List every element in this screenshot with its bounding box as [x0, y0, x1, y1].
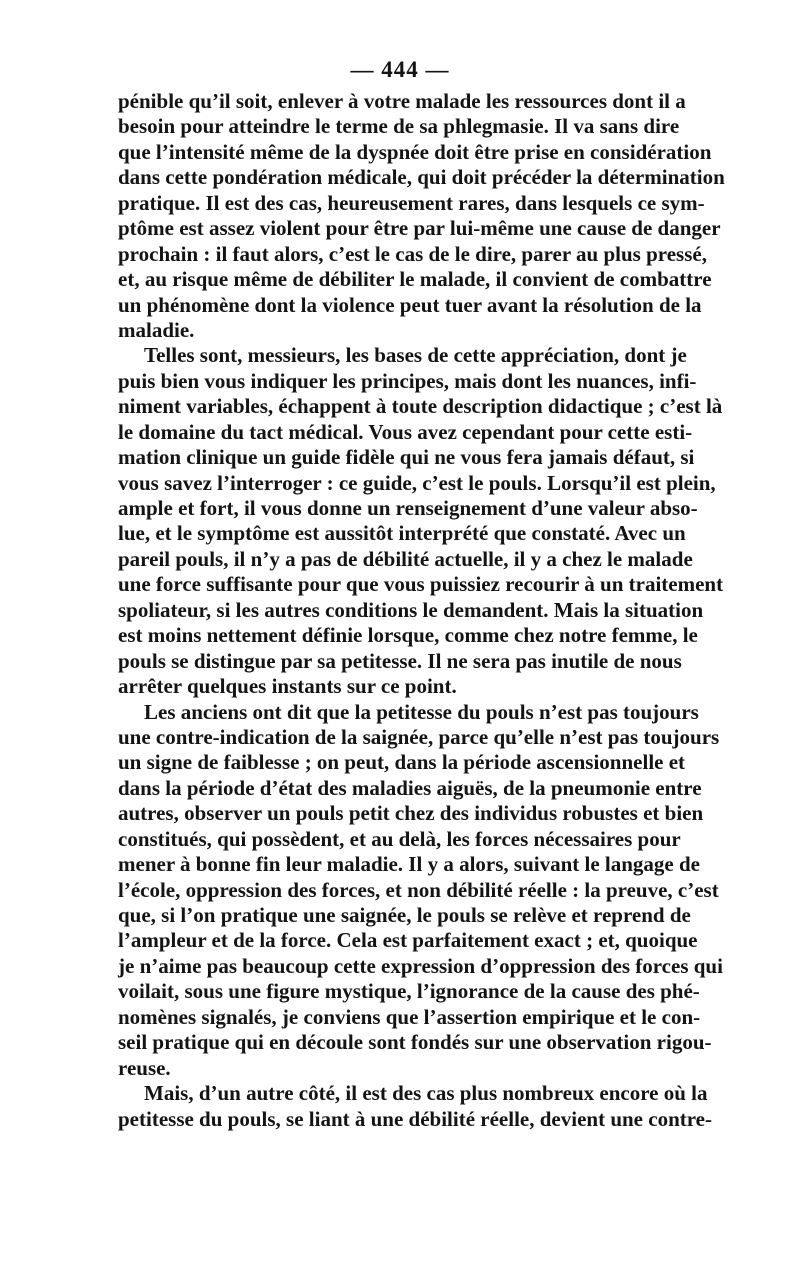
text-line: je n’aime pas beaucoup cette expression d’oppression des forces qui	[118, 953, 723, 978]
text-line: nomènes signalés, je conviens que l’assertion empirique et le con-	[118, 1004, 701, 1029]
text-line: vous savez l’interroger : ce guide, c’est le pouls. Lorsqu’il est plein,	[118, 470, 716, 495]
text-line: un signe de faiblesse ; on peut, dans la période ascensionnelle et	[118, 750, 686, 775]
text-line: pareil pouls, il n’y a pas de débilité actuelle, il y a chez le malade	[118, 546, 693, 571]
text-line: dans la période d’état des maladies aiguës, de la pneumonie entre	[118, 775, 702, 800]
text-line: que l’intensité même de la dyspnée doit être prise en considération	[118, 139, 712, 164]
text-line: pouls se distingue par sa petitesse. Il ne sera pas inutile de nous	[118, 648, 682, 673]
text-line: l’ampleur et de la force. Cela est parfaitement exact ; et, quoique	[118, 928, 698, 953]
text-line: lue, et le symptôme est aussitôt interprété que constaté. Avec un	[118, 521, 686, 546]
text-line: mener à bonne fin leur maladie. Il y a alors, suivant le langage de	[118, 852, 700, 877]
text-line: seil pratique qui en découle sont fondés sur une observation rigou-	[118, 1030, 712, 1055]
paragraph	[118, 343, 724, 699]
text-line: et, au risque même de débiliter le malade, il convient de combattre	[118, 267, 712, 292]
text-line: est moins nettement définie lorsque, comme chez notre femme, le	[118, 623, 698, 648]
text-line: reuse.	[118, 1055, 171, 1080]
text-line: ample et fort, il vous donne un renseignement d’une valeur abso-	[118, 496, 698, 520]
text-line: constitués, qui possèdent, et au delà, les forces nécessaires pour	[118, 826, 681, 851]
text-line: voilait, sous une figure mystique, l’ignorance de la cause des phé-	[118, 979, 700, 1004]
text-line: petitesse du pouls, se liant à une débilité réelle, devient une contre-	[118, 1106, 712, 1131]
body-text	[118, 89, 725, 1132]
text-line: besoin pour atteindre le terme de sa phlegmasie. Il va sans dire	[118, 114, 680, 139]
paragraph	[118, 1081, 712, 1132]
text-line: une contre-indication de la saignée, parce qu’elle n’est pas toujours	[118, 724, 720, 749]
page-number: — 444 —	[350, 57, 450, 82]
text-line: pratique. Il est des cas, heureusement rares, dans lesquels ce sym-	[118, 190, 705, 215]
text-line: un phénomène dont la violence peut tuer avant la résolution de la	[118, 292, 702, 317]
text-line: maladie.	[118, 317, 195, 342]
text-line: Telles sont, messieurs, les bases de cette appréciation, dont je	[144, 343, 687, 368]
text-line: Les anciens ont dit que la petitesse du pouls n’est pas toujours	[144, 699, 699, 724]
text-line: prochain : il faut alors, c’est le cas de le dire, parer au plus pressé,	[118, 241, 707, 266]
text-line: l’école, oppression des forces, et non débilité réelle : la preuve, c’est	[118, 877, 719, 902]
text-line: que, si l’on pratique une saignée, le pouls se relève et reprend de	[118, 903, 691, 927]
text-line: niment variables, échappent à toute description didactique ; c’est là	[118, 394, 723, 419]
text-line: Mais, d’un autre côté, il est des cas plus nombreux encore où la	[144, 1081, 708, 1106]
text-line: puis bien vous indiquer les principes, mais dont les nuances, infi-	[118, 368, 697, 393]
paragraph	[118, 89, 725, 343]
text-line: mation clinique un guide fidèle qui ne vous fera jamais défaut, si	[118, 445, 695, 470]
text-line: arrêter quelques instants sur ce point.	[118, 674, 457, 699]
paragraph	[118, 699, 723, 1082]
text-line: pénible qu’il soit, enlever à votre malade les ressources dont il a	[118, 89, 686, 113]
text-line: le domaine du tact médical. Vous avez cependant pour cette esti-	[118, 419, 693, 444]
text-line: une force suffisante pour que vous puissiez recourir à un traitement	[118, 572, 724, 597]
text-line: spoliateur, si les autres conditions le demandent. Mais la situation	[118, 597, 704, 622]
text-line: dans cette pondération médicale, qui doit précéder la détermination	[118, 165, 725, 190]
text-line: autres, observer un pouls petit chez des individus robustes et bien	[118, 801, 704, 826]
text-line: ptôme est assez violent pour être par lui-même une cause de danger	[118, 216, 721, 241]
